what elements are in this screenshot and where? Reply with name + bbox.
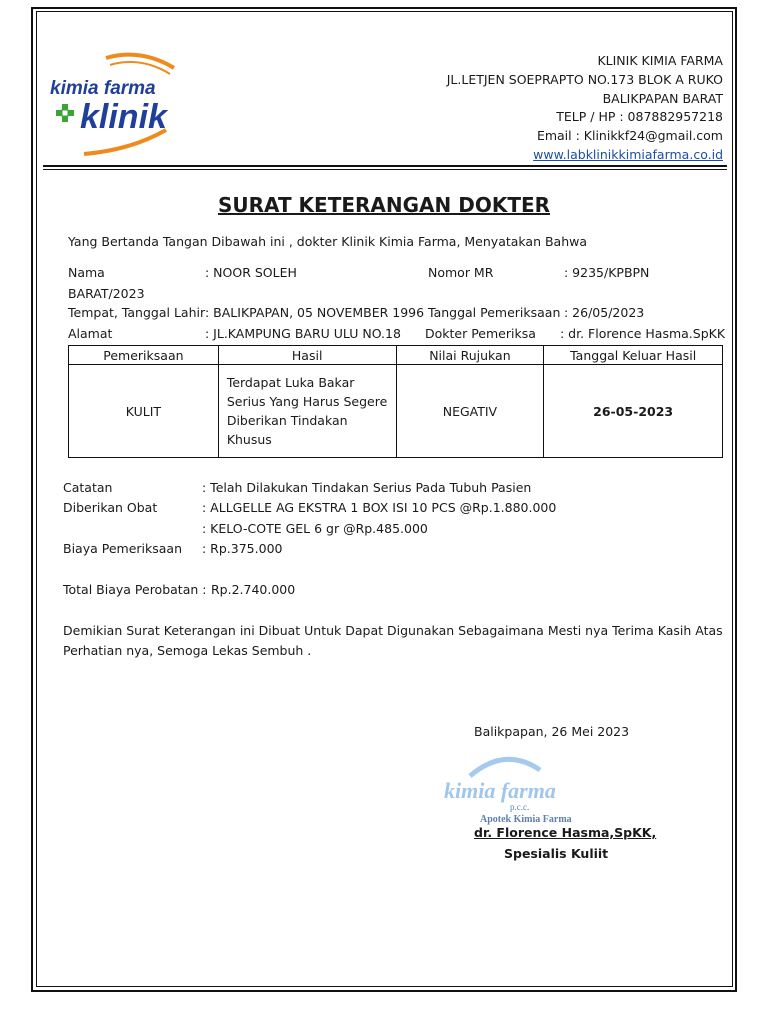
header-divider-thin <box>43 169 727 170</box>
table-header-pemeriksaan: Pemeriksaan <box>69 346 219 365</box>
clinic-address-2: BALIKPAPAN BARAT <box>602 90 723 106</box>
nama-label: Nama <box>68 265 105 280</box>
mr-value-cont: BARAT/2023 <box>68 286 145 301</box>
examination-table <box>68 345 723 458</box>
alamat-value: : JL.KAMPUNG BARU ULU NO.18 <box>205 326 401 341</box>
obat-label: Diberikan Obat <box>63 500 158 515</box>
stamp-sub-1: p.c.c. <box>510 802 530 812</box>
dokter-pemeriksa-value: : dr. Florence Hasma.SpKK <box>560 326 726 341</box>
total-label: Total Biaya Perobatan : <box>63 582 207 597</box>
tanggal-pemeriksaan-label: Tanggal Pemeriksaan <box>428 305 561 320</box>
logo-brand-text: kimia farma <box>50 78 156 99</box>
cell-nilai-rujukan: NEGATIV <box>396 365 544 458</box>
table-header-tanggal-keluar: Tanggal Keluar Hasil <box>544 346 723 365</box>
total-value: Rp.2.740.000 <box>211 582 296 597</box>
catatan-value: : Telah Dilakukan Tindakan Serius Pada Tubuh Pasien <box>202 480 532 495</box>
biaya-value: : Rp.375.000 <box>202 541 283 556</box>
kimia-farma-stamp <box>440 748 590 826</box>
logo-product-text: klinik <box>80 98 167 136</box>
table-header-hasil: Hasil <box>218 346 396 365</box>
signature-title: Spesialis Kuliit <box>504 846 609 861</box>
green-cross-icon <box>56 104 74 122</box>
signature-name: dr. Florence Hasma,SpKK, <box>474 825 657 840</box>
clinic-name: KLINIK KIMIA FARMA <box>597 53 723 68</box>
alamat-label: Alamat <box>68 326 113 341</box>
cell-pemeriksaan: KULIT <box>69 365 219 458</box>
closing-line-2: Perhatian nya, Semoga Lekas Sembuh . <box>63 643 312 658</box>
obat-value-2: : KELO-COTE GEL 6 gr @Rp.485.000 <box>202 521 428 536</box>
hasil-line: Serius Yang Harus Segere <box>226 394 388 409</box>
stamp-sub-2: Apotek Kimia Farma <box>480 814 572 825</box>
clinic-email: Email : Klinikkf24@gmail.com <box>536 128 723 144</box>
cell-tanggal-keluar: 26-05-2023 <box>544 365 723 458</box>
biaya-label: Biaya Pemeriksaan <box>63 541 182 556</box>
intro-text: Yang Bertanda Tangan Dibawah ini , dokter Klinik Kimia Farma, Menyatakan Bahwa <box>68 234 588 249</box>
clinic-phone: TELP / HP : 087882957218 <box>556 109 723 125</box>
ttl-label: Tempat, Tanggal Lahir <box>68 305 206 320</box>
kimia-farma-klinik-logo <box>46 46 216 164</box>
nama-value: : NOOR SOLEH <box>205 265 297 280</box>
tanggal-pemeriksaan-value: : 26/05/2023 <box>564 305 645 320</box>
mr-value: : 9235/KPBPN <box>564 265 650 280</box>
dokter-pemeriksa-label: Dokter Pemeriksa <box>425 326 536 341</box>
table-row <box>69 365 723 458</box>
stamp-brand: kimia farma <box>444 778 556 803</box>
closing-line-1: Demikian Surat Keterangan ini Dibuat Untuk Dapat Digunakan Sebagaimana Mesti nya Terima Kasih Atas <box>63 623 723 638</box>
catatan-label: Catatan <box>63 480 113 495</box>
hasil-line: Diberikan Tindakan Khusus <box>226 413 348 447</box>
obat-value-1: : ALLGELLE AG EKSTRA 1 BOX ISI 10 PCS @Rp.1.880.000 <box>202 500 557 515</box>
table-header-nilai-rujukan: Nilai Rujukan <box>396 346 544 365</box>
document-title: SURAT KETERANGAN DOKTER <box>217 193 551 217</box>
header-divider-thick <box>43 165 727 167</box>
mr-label: Nomor MR <box>428 265 494 280</box>
hasil-line: Terdapat Luka Bakar <box>226 375 355 390</box>
table-header-row <box>69 346 723 365</box>
signature-place-date: Balikpapan, 26 Mei 2023 <box>474 724 630 739</box>
clinic-website-link[interactable]: www.labklinikkimiafarma.co.id <box>533 146 723 162</box>
ttl-value: : BALIKPAPAN, 05 NOVEMBER 1996 <box>205 305 425 320</box>
clinic-header <box>447 52 723 165</box>
cell-hasil <box>218 365 396 458</box>
clinic-address-1: JL.LETJEN SOEPRAPTO NO.173 BLOK A RUKO <box>446 71 723 87</box>
